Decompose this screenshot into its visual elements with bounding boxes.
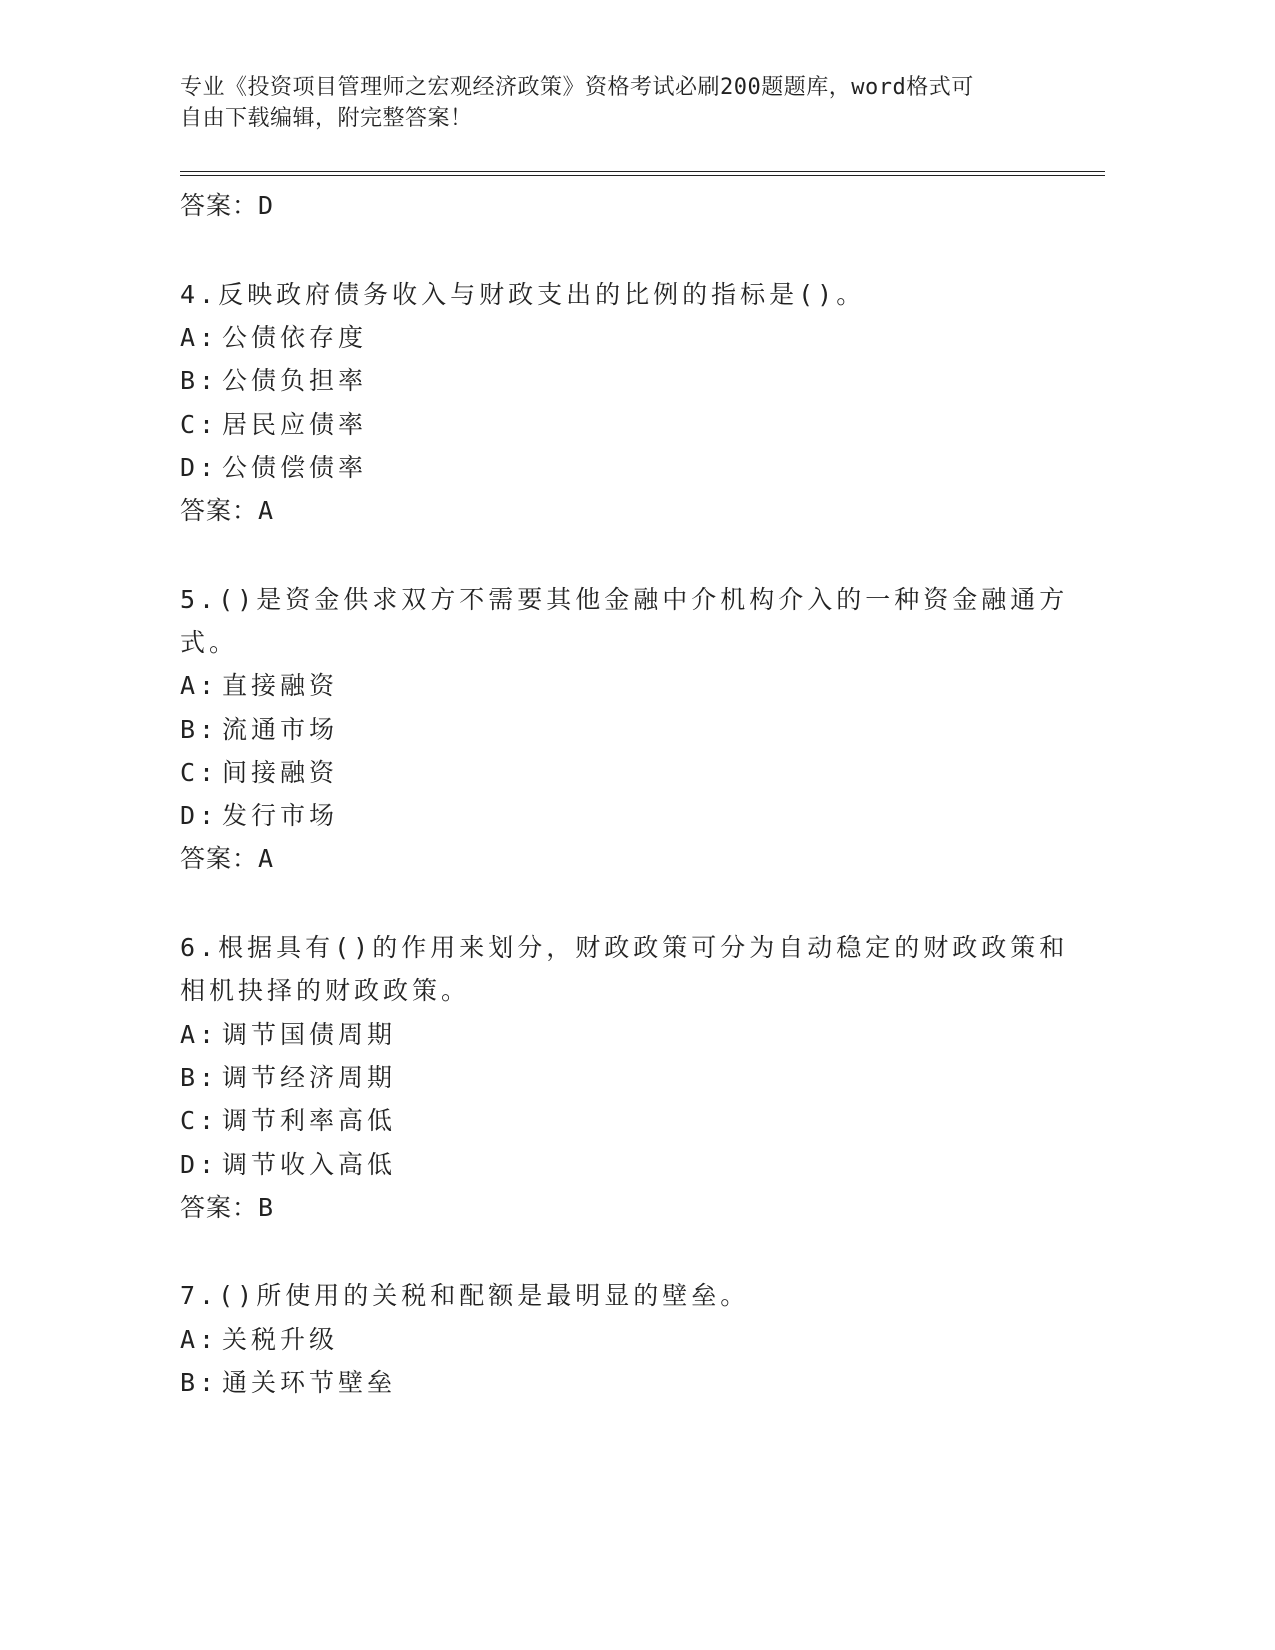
option-text: 调节国债周期 [222,1020,397,1049]
question-stem: 4.反映政府债务收入与财政支出的比例的指标是()。 [180,280,866,309]
option-text: 调节利率高低 [222,1106,397,1135]
option-c [180,1101,396,1137]
answer-label: 答案： [180,496,259,525]
answer-line [180,839,274,875]
option-text: 关税升级 [222,1325,339,1354]
question-stem: 5.()是资金供求双方不需要其他金融中介机构介入的一种资金融通方 [180,585,1069,614]
header-divider-top [180,171,1105,172]
option-key: A: [180,323,219,352]
option-key: B: [180,1368,219,1397]
option-key: A: [180,1020,219,1049]
option-b [180,1058,396,1094]
answer-value: A [258,844,275,873]
question-stem-continued: 相机抉择的财政政策。 [180,976,471,1005]
option-text: 发行市场 [222,801,339,830]
option-text: 间接融资 [222,758,339,787]
option-key: D: [180,801,219,830]
answer-value: A [258,496,275,525]
document-header [180,72,1060,134]
option-text: 公债偿债率 [222,453,368,482]
header-divider-bottom [180,175,1105,176]
option-text: 直接融资 [222,671,339,700]
option-a [180,666,338,702]
option-d [180,448,367,484]
option-text: 流通市场 [222,715,339,744]
answer-line [180,491,274,527]
option-d [180,796,338,832]
answer-line [180,1188,274,1224]
option-key: B: [180,1063,219,1092]
question-stem: 7.()所使用的关税和配额是最明显的壁垒。 [180,1281,750,1310]
option-text: 公债依存度 [222,323,368,352]
option-text: 调节经济周期 [222,1063,397,1092]
option-c [180,753,338,789]
option-text: 通关环节壁垒 [222,1368,397,1397]
option-key: A: [180,1325,219,1354]
option-key: D: [180,1150,219,1179]
header-line-2: 自由下载编辑，附完整答案！ [180,106,473,131]
answer-value: B [258,1193,275,1222]
answer-label: 答案： [180,844,259,873]
option-a [180,1320,338,1356]
option-key: C: [180,758,219,787]
option-text: 调节收入高低 [222,1150,397,1179]
option-key: C: [180,1106,219,1135]
option-d [180,1145,396,1181]
question-stem: 6.根据具有()的作用来划分，财政政策可分为自动稳定的财政政策和 [180,933,1069,962]
answer-label: 答案： [180,1193,259,1222]
option-key: C: [180,410,219,439]
answer-label: 答案： [180,191,259,220]
question-stem-continued: 式。 [180,628,239,657]
option-b [180,710,338,746]
option-c [180,405,367,441]
option-b [180,361,367,397]
answer-value: D [258,191,275,220]
option-key: B: [180,715,219,744]
header-line-1: 专业《投资项目管理师之宏观经济政策》资格考试必刷200题题库，word格式可 [180,75,974,100]
option-b [180,1363,396,1399]
answer-line [180,186,274,222]
option-text: 公债负担率 [222,366,368,395]
option-key: D: [180,453,219,482]
option-text: 居民应债率 [222,410,368,439]
option-a [180,318,367,354]
option-key: A: [180,671,219,700]
option-a [180,1015,396,1051]
option-key: B: [180,366,219,395]
